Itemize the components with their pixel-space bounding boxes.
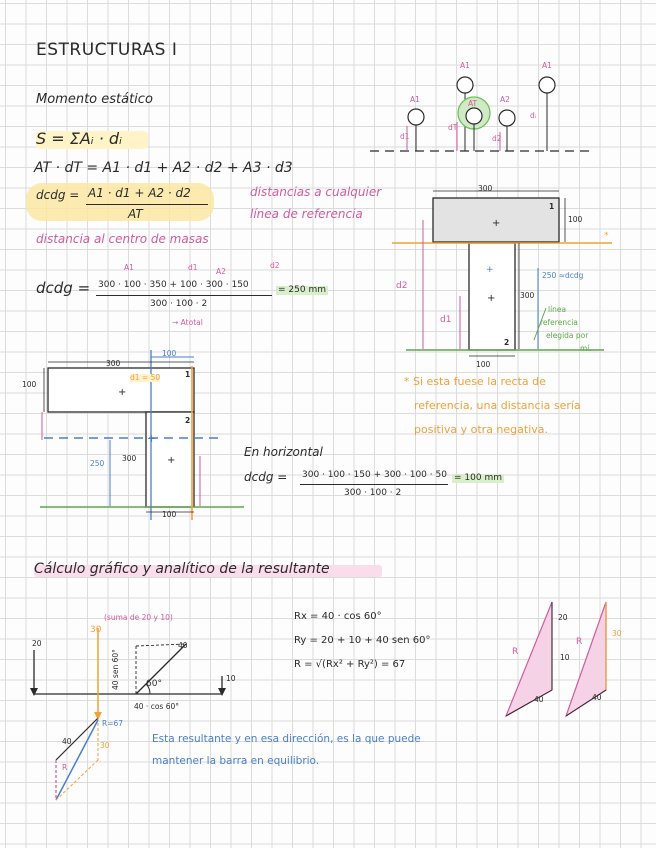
pendulum-label-at: AT (468, 99, 478, 108)
example-numerator: 300 · 100 · 350 + 100 · 300 · 150 (98, 280, 249, 290)
example-label: dcdg = (36, 279, 91, 297)
example-tag-a2: A2 (216, 267, 226, 276)
l-dim-100-bottom: 100 (162, 510, 177, 519)
resultant-note-line-1: Esta resultante y en esa dirección, es la que puede (152, 733, 421, 745)
example-tag-d2: d2 (270, 261, 280, 270)
label-20: 20 (32, 639, 42, 648)
t-note-mi: mí. (580, 344, 592, 353)
l-dim-300-top: 300 (106, 359, 121, 368)
pendulum-label-d1: d1 (400, 132, 410, 141)
svg-text:+: + (486, 265, 494, 275)
t-label-250-dcdg: 250 ≈dcdg (542, 271, 584, 280)
t-label-1: 1 (549, 202, 555, 211)
label-40-lower: 40 (62, 737, 72, 746)
example-tag-atotal: → Atotal (172, 318, 203, 327)
section-heading-momento-estatico: Momento estático (36, 92, 153, 107)
l-label-2: 2 (185, 416, 191, 425)
t-dim-300: 300 (478, 184, 493, 193)
note-centro-masas: distancia al centro de masas (36, 232, 209, 246)
note-linea-referencia: línea de referencia (250, 207, 363, 221)
pendulum-label-a1-right: A1 (542, 61, 552, 70)
dcdg-label: dcdg = (36, 188, 80, 202)
l-label-1: 1 (185, 370, 191, 379)
t-note-elegida: elegida por (546, 331, 589, 340)
label-suma: (suma de 20 y 10) (104, 613, 173, 622)
label-30-lower: 30 (100, 741, 110, 750)
note-distancias: distancias a cualquier (250, 185, 382, 199)
l-label-d1-50: d1 = 50 (130, 373, 161, 382)
horizontal-numerator: 300 · 100 · 150 + 300 · 100 · 50 (302, 470, 447, 480)
page-title: ESTRUCTURAS I (36, 40, 178, 60)
l-dim-250: 250 (90, 459, 105, 468)
svg-text:+: + (167, 455, 176, 466)
label-r-67: R=67 (102, 719, 124, 728)
t-dim-100-bottom: 100 (476, 360, 491, 369)
label-40-cos-60: 40 · cos 60° (134, 702, 179, 711)
l-dim-300-side: 300 (122, 454, 137, 463)
l-dim-100-left: 100 (22, 380, 37, 389)
t-label-d1: d1 (440, 315, 452, 325)
t-note-linea: línea (548, 305, 567, 314)
t-dim-300-side: 300 (520, 291, 535, 300)
label-60-degrees: 60° (146, 679, 162, 689)
dcdg-numerator: A1 · d1 + A2 · d2 (88, 186, 191, 200)
section-heading-resultante: Cálculo gráfico y analítico de la resultante (34, 561, 330, 577)
triangle-label-30: 30 (612, 629, 622, 638)
formula-ry: Ry = 20 + 10 + 40 sen 60° (294, 635, 431, 646)
pendulum-label-d2: d2 (492, 134, 502, 143)
horizontal-result: = 100 mm (454, 473, 502, 483)
triangle-label-r2: R (576, 637, 583, 647)
l-dim-100-top: 100 (162, 349, 177, 358)
t-orange-star: * (604, 231, 609, 241)
formula-at: AT · dT = A1 · d1 + A2 · d2 + A3 · d3 (34, 160, 293, 176)
t-label-2: 2 (504, 338, 510, 347)
triangle-label-40a: 40 (534, 695, 544, 704)
triangle-label-20: 20 (558, 613, 568, 622)
formula-s: S = ΣAᵢ · dᵢ (36, 129, 122, 148)
label-10: 10 (226, 674, 236, 683)
example-result: = 250 mm (278, 285, 326, 295)
svg-text:+: + (487, 293, 496, 304)
svg-text:+: + (147, 432, 157, 445)
orange-note-line-2: referencia, una distancia sería (414, 399, 581, 412)
orange-note-line-3: positiva y otra negativa. (414, 423, 549, 436)
triangle-label-10: 10 (560, 653, 570, 662)
label-40-sen-60: 40 sen 60° (111, 649, 120, 690)
svg-text:+: + (118, 387, 127, 398)
label-r-lower: R (62, 763, 68, 772)
pendulum-label-a1-left: A1 (410, 95, 420, 104)
pendulum-label-dt: dT (448, 123, 458, 132)
dcdg-denominator: AT (128, 207, 143, 221)
formula-r: R = √(Rx² + Ry²) = 67 (294, 659, 406, 670)
horizontal-label: dcdg = (244, 470, 288, 484)
pendulum-label-a2: A2 (500, 95, 510, 104)
horizontal-heading: En horizontal (244, 445, 323, 459)
horizontal-denominator: 300 · 100 · 2 (344, 488, 402, 498)
t-note-referencia: referencia (540, 318, 578, 327)
formula-rx: Rx = 40 · cos 60° (294, 611, 382, 622)
resultant-note-line-2: mantener la barra en equilibrio. (152, 755, 320, 767)
svg-text:+: + (492, 218, 501, 229)
label-30: 30 (90, 625, 102, 635)
example-denominator: 300 · 100 · 2 (150, 299, 208, 309)
label-40: 40 (178, 641, 188, 650)
t-label-d2: d2 (396, 281, 408, 291)
triangle-label-r1: R (512, 647, 519, 657)
t-dim-100-right: 100 (568, 215, 583, 224)
example-tag-a1: A1 (124, 263, 134, 272)
triangle-label-40b: 40 (592, 693, 602, 702)
example-tag-d1: d1 (188, 263, 198, 272)
pendulum-label-a1-top: A1 (460, 61, 470, 70)
pendulum-label-di: dᵢ (530, 111, 537, 120)
orange-note-line-1: * Si esta fuese la recta de (404, 375, 546, 388)
